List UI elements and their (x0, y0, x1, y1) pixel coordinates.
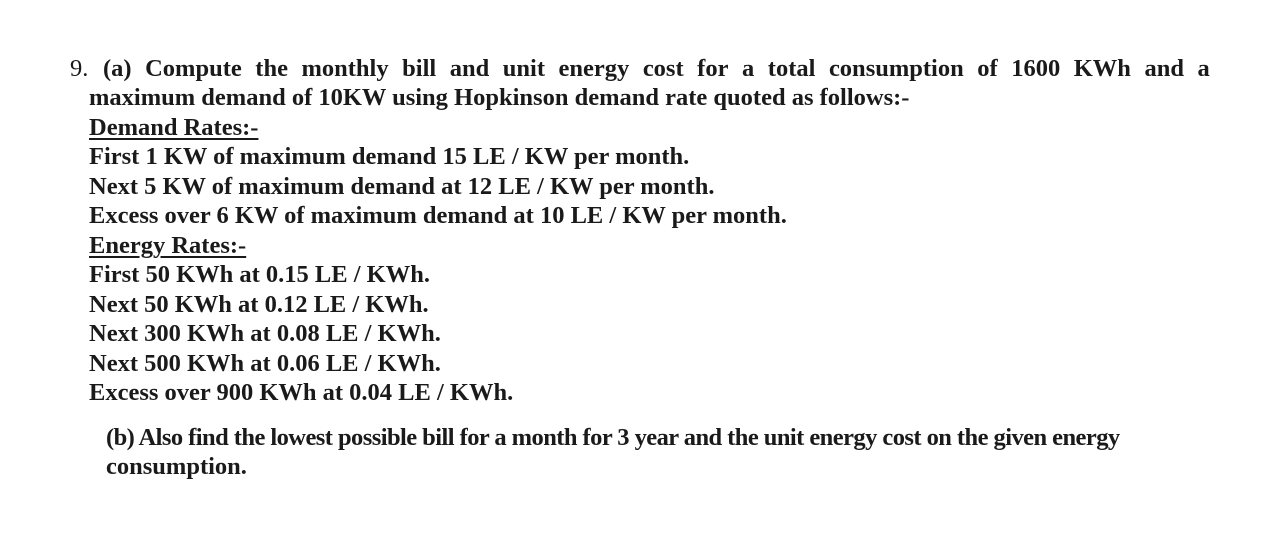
intro-word: consumption (828, 55, 964, 82)
intro-word: energy (558, 55, 630, 82)
intro-word: for (697, 55, 729, 82)
part-b-line-2: consumption. (106, 453, 247, 480)
part-a-intro (103, 54, 1210, 84)
intro-word: cost (642, 55, 684, 82)
intro-word: bill (402, 55, 437, 82)
demand-rate-1: First 1 KW of maximum demand 15 LE / KW per month. (89, 143, 690, 170)
intro-word: KWh (1073, 55, 1131, 82)
intro-word: a (742, 55, 755, 82)
intro-word: 1600 (1011, 55, 1061, 82)
demand-rates-heading: Demand Rates:- (89, 114, 259, 141)
question-number: 9. (70, 55, 89, 82)
intro-word: monthly (301, 55, 389, 82)
energy-rate-2: Next 50 KWh at 0.12 LE / KWh. (89, 291, 429, 318)
part-b-line-1: (b) Also find the lowest possible bill for a month for 3 year and the unit energy cost on the given energy (106, 424, 1120, 451)
intro-word: Compute (145, 55, 242, 82)
intro-word: and (1144, 55, 1184, 82)
demand-rate-2: Next 5 KW of maximum demand at 12 LE / KW per month. (89, 173, 715, 200)
energy-rate-4: Next 500 KWh at 0.06 LE / KWh. (89, 350, 441, 377)
energy-rate-3: Next 300 KWh at 0.08 LE / KWh. (89, 320, 441, 347)
intro-word: a (1197, 55, 1210, 82)
intro-word: unit (502, 55, 545, 82)
intro-word: (a) (103, 55, 132, 82)
question-intro-line-2: maximum demand of 10KW using Hopkinson demand rate quoted as follows:- (89, 84, 910, 111)
energy-rate-1: First 50 KWh at 0.15 LE / KWh. (89, 261, 430, 288)
intro-word: and (449, 55, 490, 82)
energy-rate-5: Excess over 900 KWh at 0.04 LE / KWh. (89, 379, 514, 406)
intro-word: total (767, 55, 816, 82)
demand-rate-3: Excess over 6 KW of maximum demand at 10 LE / KW per month. (89, 202, 787, 229)
intro-word: the (255, 55, 288, 82)
intro-word: of (977, 55, 998, 82)
energy-rates-heading: Energy Rates:- (89, 232, 247, 259)
question-intro-line-1 (70, 54, 1210, 84)
